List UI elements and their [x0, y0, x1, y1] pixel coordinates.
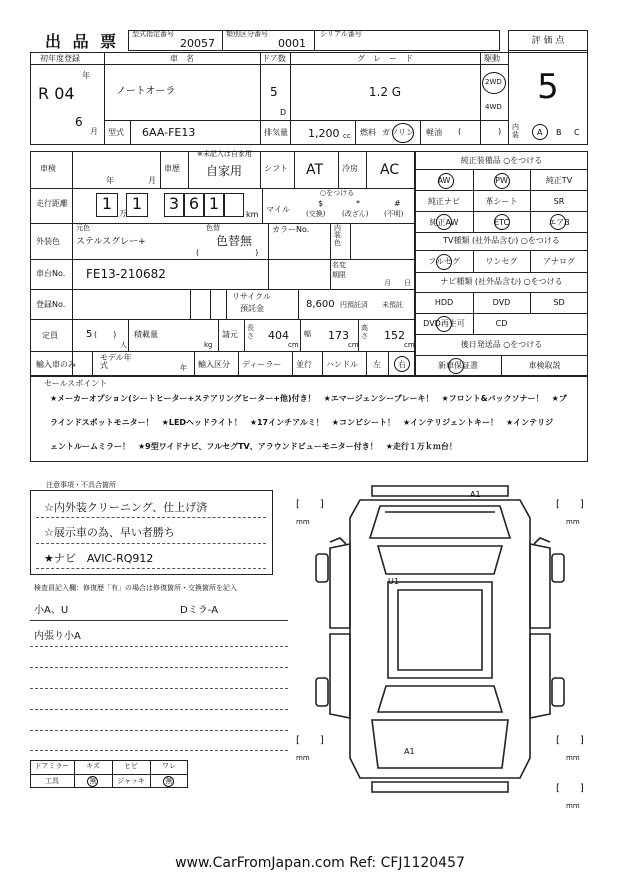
equip-sr: SR	[553, 197, 565, 206]
equip-airbag: エアB	[548, 218, 570, 227]
equip-etc: ETC	[493, 218, 510, 227]
doors-label: ドア数	[262, 54, 286, 63]
navi-dvd: DVD	[492, 298, 511, 307]
width-unit: cm	[348, 341, 359, 349]
tire-bracket-rr: [ ]	[556, 735, 584, 746]
docs-header: 後日発送品 ○をつける	[460, 340, 543, 349]
chassis-label: 車台No.	[36, 269, 66, 278]
load-label: 積載量	[134, 330, 158, 339]
history-value: 自家用	[206, 164, 243, 178]
auction-sheet: 出 品 票 型式指定番号 20057 類別区分番号 0001 シリアル番号 評 価 点 5 初年度登録 車 名 ドア数 グ レ ー ド 駆動 年 R 04 6 月 ノートオーラ 5 D 1.2 G 2WD 4WD 型式 6AA-FE13 排気量 1,200 cc 燃料 ガソリン 軽油 ( ) 内装 A B C 車検 年 月 ※未記入は自家用 車歴 自家用 シフト AT 冷房 AC 走行距離 1 万 1 3 6 1 km ○をつける マイル $ (交換) * (改ざん) # (不明) 外装色 元色 ステルスグレー+ 色替 色替無 ( ) カラーNo. 内装色 車台No. FE13-210682 名変 期限 月 日 登録No. リサイクル 預託金 8,600 円預託済 未預託 定員 5 ( ) 人 積載量 kg 請元 長さ 404 cm 幅 173 cm 高さ 152 cm 輸入車のみ モデル年式 年 輸入区分 ディーラー 並行 ハンドル 左 右 純正装備品 ○をつける AW PW 純正TV 純正ナビ 革シート SR 純正AW ETC エアB TV種類 (社外品含む) ○をつける フルセグ ワンセグ アナログ ナビ種類 (社外品含む) ○をつける HDD DVD SD DVD再生可 CD 後日発送品 ○をつける 新車保証書 車検取説 セールスポイント ★メーカーオプション(シートヒーター+ステアリングヒーター+他)付き！ ★エマージェンシーブレーキ！ ★フロント&バックソナー！ ★ブ ラインドスポットモニター！ ★LEDヘッドライト！ ★17インチアルミ！ ★コンビシート！ ★インテリジェントキー！ ★インテリジ ェントルームミラー！ ★9型ワイドナビ、フルセグTV、アラウンドビューモニター付き！ ★走行１万ｋｍ台！ 注意事項・不具合箇所 ☆内外装クリーニング、仕上げ済 ☆展示車の為、早い者勝ち ★ナビ AVIC-RQ912 検査員記入欄：修復歴「有」の場合は修復箇所・交換箇所を記入 小A、U Dミラ-A 内張り小A ドアミラー キズ ヒビ ワレ 工具 無 ジャッキ 無 A1 A1 U1 [ ] mm [ ] mm [ ] mm [ ] mm [ ] mm www.CarFromJapan.com Ref: CFJ1120457	[0, 0, 640, 880]
roof-mark: U1	[388, 577, 399, 586]
car-name-label: 車 名	[170, 54, 194, 63]
tv-fullseg: フルセグ	[428, 257, 460, 266]
navi-dvd-play: DVD再生可	[423, 319, 465, 328]
tire-bracket-fl: [ ]	[296, 499, 324, 510]
shift-value: AT	[306, 162, 324, 178]
docs-warranty-circle	[448, 358, 464, 374]
mileage-opt3-sub: (不明)	[384, 210, 404, 218]
equip-etc-circle	[494, 214, 510, 230]
ac-label: 冷房	[342, 164, 358, 173]
tv-oneseg: ワンセグ	[485, 257, 518, 266]
deadline-label: 期限	[332, 271, 346, 279]
height-label: 高さ	[361, 324, 368, 340]
serial-label: シリアル番号	[320, 30, 362, 38]
month-suffix: 月	[90, 127, 98, 136]
docs-manual: 車検取説	[528, 361, 561, 370]
displacement-unit: cc	[343, 132, 351, 140]
shift-label: シフト	[264, 164, 288, 173]
legend-ware: ワレ	[162, 762, 176, 770]
capacity-paren: ( )	[94, 330, 117, 339]
model-cert-value: 20057	[180, 37, 215, 50]
width-label: 幅	[304, 330, 311, 338]
car-damage-diagram	[290, 478, 590, 808]
sales-points-label: セールスポイント	[44, 379, 108, 388]
equip-genuine-aw-circle	[436, 214, 452, 230]
registration-label: 登録No.	[36, 300, 66, 309]
shaken-label: 車検	[40, 164, 56, 173]
handle-right: 右	[398, 360, 406, 369]
meter-label: マイル	[266, 205, 290, 214]
year-suffix: 年	[82, 71, 90, 80]
legend-jack: ジャッキ	[117, 777, 145, 785]
length-label: 長さ	[247, 324, 254, 340]
tire-mm-fl: mm	[296, 518, 310, 526]
doors-value: 5	[270, 85, 278, 99]
door-suffix: D	[280, 108, 287, 117]
mileage-unit: km	[246, 210, 259, 219]
handle-left: 左	[373, 360, 381, 369]
recycle-value: 8,600	[306, 299, 335, 310]
notes-label: 注意事項・不具合箇所	[46, 481, 116, 489]
mileage-opt1: $	[318, 199, 324, 208]
note-item-2: ☆展示車の為、早い者勝ち	[44, 526, 175, 539]
tire-mm-rl: mm	[296, 754, 310, 762]
tv-header: TV種類 (社外品含む) ○をつける	[443, 236, 560, 245]
navi-cd: CD	[495, 319, 508, 328]
first-reg-era: R 04	[38, 84, 75, 103]
sales-point-line-1: ★メーカーオプション(シートヒーター+ステアリングヒーター+他)付き！ ★エマージェンシーブレーキ！ ★フロント&バックソナー！ ★ブ	[50, 394, 567, 403]
first-reg-month: 6	[75, 115, 83, 129]
car-name: ノートオーラ	[116, 86, 176, 97]
inspector-line-1b: Dミラ-A	[180, 605, 219, 616]
displacement-value: 1,200	[308, 127, 340, 140]
history-note: ※未記入は自家用	[197, 150, 252, 158]
legend-tools-circle	[87, 776, 98, 787]
color-change-value: 色替無	[216, 234, 253, 248]
grade-label: グ レ ー ド	[357, 54, 413, 63]
docs-warranty: 新車保証書	[438, 361, 478, 370]
equip-aw: AW	[437, 176, 451, 185]
tire-mm-spare: mm	[566, 802, 580, 810]
mileage-digit-4: 6	[188, 194, 200, 213]
navi-dvd-play-circle	[436, 316, 452, 332]
interior-color-label: 内装色	[334, 224, 341, 247]
model-label: 型式	[108, 128, 124, 137]
shaken-year: 年	[106, 176, 114, 185]
recycle-label: リサイクル	[232, 292, 271, 301]
interior-c: C	[574, 128, 580, 137]
mileage-digit-3: 3	[168, 194, 180, 213]
capacity-value: 5	[86, 329, 93, 340]
width-value: 173	[328, 329, 349, 342]
note-item-3: ★ナビ AVIC-RQ912	[44, 552, 154, 565]
legend-tools: 工具	[45, 777, 59, 785]
dealer-option: ディーラー	[242, 360, 282, 369]
mileage-opt2-sub: (改ざん)	[342, 210, 369, 218]
name-change-label: 名変	[332, 261, 346, 269]
first-reg-label: 初年度登録	[40, 54, 80, 63]
import-class-label: 輸入区分	[198, 360, 230, 369]
orig-color-label: 元色	[76, 224, 90, 232]
color-change-label: 色替	[206, 224, 220, 232]
drive-4wd: 4WD	[485, 103, 502, 111]
tire-bracket-spare: [ ]	[556, 783, 584, 794]
ask-label: 請元	[222, 330, 238, 339]
mileage-opt1-sub: (交換)	[306, 210, 326, 218]
capacity-label: 定員	[42, 331, 58, 340]
orig-color-value: ステルスグレー+	[76, 237, 146, 247]
navi-sd: SD	[553, 298, 565, 307]
sales-point-line-2: ラインドスポットモニター！ ★LEDヘッドライト！ ★17インチアルミ！ ★コンビシート！ ★インテリジェントキー！ ★インテリジ	[50, 418, 554, 427]
tire-bracket-rl: [ ]	[296, 735, 324, 746]
mileage-label: 走行距離	[36, 199, 68, 208]
tire-mm-rr: mm	[566, 754, 580, 762]
shaken-month: 月	[148, 176, 156, 185]
inspector-line-2: 内張り小A	[34, 631, 81, 642]
footer-reference: www.CarFromJapan.com Ref: CFJ1120457	[175, 855, 465, 871]
tv-fullseg-circle	[436, 254, 452, 270]
navi-header: ナビ種類 (社外品含む) ○をつける	[440, 277, 563, 286]
tv-analog: アナログ	[543, 257, 575, 266]
sheet-title: 出 品 票	[45, 32, 120, 51]
ac-value: AC	[380, 162, 400, 178]
legend-mirror: ドアミラー	[34, 762, 70, 770]
history-label: 車歴	[164, 164, 180, 173]
drive-2wd: 2WD	[485, 78, 502, 86]
mileage-opt3: #	[394, 199, 401, 208]
mileage-digit-1: 1	[101, 194, 113, 213]
class-value: 0001	[278, 37, 306, 50]
equip-header: 純正装備品 ○をつける	[460, 156, 543, 165]
height-unit: cm	[404, 341, 415, 349]
equip-pw-circle	[494, 173, 510, 189]
equip-navi: 純正ナビ	[428, 197, 460, 206]
equip-genuine-aw: 純正AW	[429, 218, 459, 227]
length-value: 404	[268, 329, 289, 342]
score-label: 評 価 点	[531, 36, 565, 46]
equip-leather: 革シート	[485, 197, 518, 206]
mileage-opt2: *	[356, 199, 360, 208]
chassis-value: FE13-210682	[86, 267, 166, 281]
interior-b: B	[556, 128, 562, 137]
mileage-digit-5: 1	[208, 194, 220, 213]
colorno-label: カラーNo.	[272, 225, 310, 234]
rear-bumper-mark: A1	[404, 747, 415, 756]
oil-label: 軽油	[426, 128, 442, 137]
fuel-label: 燃料	[360, 128, 376, 137]
mileage-man: 万	[119, 209, 127, 218]
recycle-unit: 円預託済	[340, 301, 368, 309]
drive-label: 駆動	[484, 54, 500, 63]
fuel-circle	[392, 123, 414, 143]
inspector-label: 検査員記入欄：修復歴「有」の場合は修復箇所・交換箇所を記入	[34, 584, 237, 592]
equip-airbag-circle	[550, 214, 566, 230]
parallel-option: 並行	[296, 360, 312, 369]
interior-a: A	[537, 128, 543, 137]
legend-jack-circle	[163, 776, 174, 787]
color-change-paren: ( )	[196, 248, 259, 257]
legend-hibi: ヒビ	[124, 762, 138, 770]
front-bumper-mark: A1	[470, 490, 481, 499]
equip-pw: PW	[495, 176, 508, 185]
interior-circle	[532, 124, 548, 140]
chassis-day: 日	[404, 279, 411, 287]
model-cert-label: 型式指定番号	[132, 30, 174, 38]
mileage-digit-2: 1	[131, 194, 143, 213]
equip-tv: 純正TV	[545, 176, 573, 185]
note-item-1: ☆内外装クリーニング、仕上げ済	[44, 501, 208, 514]
color-label: 外装色	[36, 237, 60, 246]
legend-tools-value: 無	[89, 777, 97, 785]
model-year-label: モデル年式	[100, 353, 132, 371]
import-label: 輸入車のみ	[36, 360, 76, 369]
tire-bracket-fr: [ ]	[556, 499, 584, 510]
sales-point-line-3: ェントルームミラー！ ★9型ワイドナビ、フルセグTV、アラウンドビューモニター付き！ ★走行１万ｋｍ台！	[50, 442, 457, 451]
length-unit: cm	[288, 341, 299, 349]
class-label: 類別区分番号	[226, 30, 268, 38]
height-value: 152	[384, 329, 405, 342]
score-value: 5	[537, 67, 559, 107]
displacement-label: 排気量	[264, 128, 288, 137]
model-value: 6AA-FE13	[142, 126, 196, 139]
recycle-sub: 預託金	[240, 304, 264, 313]
legend-jack-value: 無	[165, 777, 173, 785]
navi-hdd: HDD	[434, 298, 454, 307]
legend-kizu: キズ	[86, 762, 100, 770]
mileage-circle-note: ○をつける	[320, 189, 355, 197]
capacity-unit: 人	[120, 341, 127, 349]
load-unit: kg	[204, 341, 213, 349]
grade-value: 1.2 G	[368, 85, 402, 99]
recycle-alt: 未預託	[382, 301, 403, 309]
interior-label: 内装	[512, 123, 519, 139]
inspector-line-1a: 小A、U	[34, 605, 69, 616]
model-year-suffix: 年	[180, 364, 187, 372]
handle-circle	[394, 356, 410, 372]
fuel-value: ガソリン	[382, 128, 414, 137]
handle-label: ハンドル	[326, 360, 358, 369]
equip-aw-circle	[438, 173, 454, 189]
chassis-month: 月	[384, 279, 391, 287]
tire-mm-fr: mm	[566, 518, 580, 526]
